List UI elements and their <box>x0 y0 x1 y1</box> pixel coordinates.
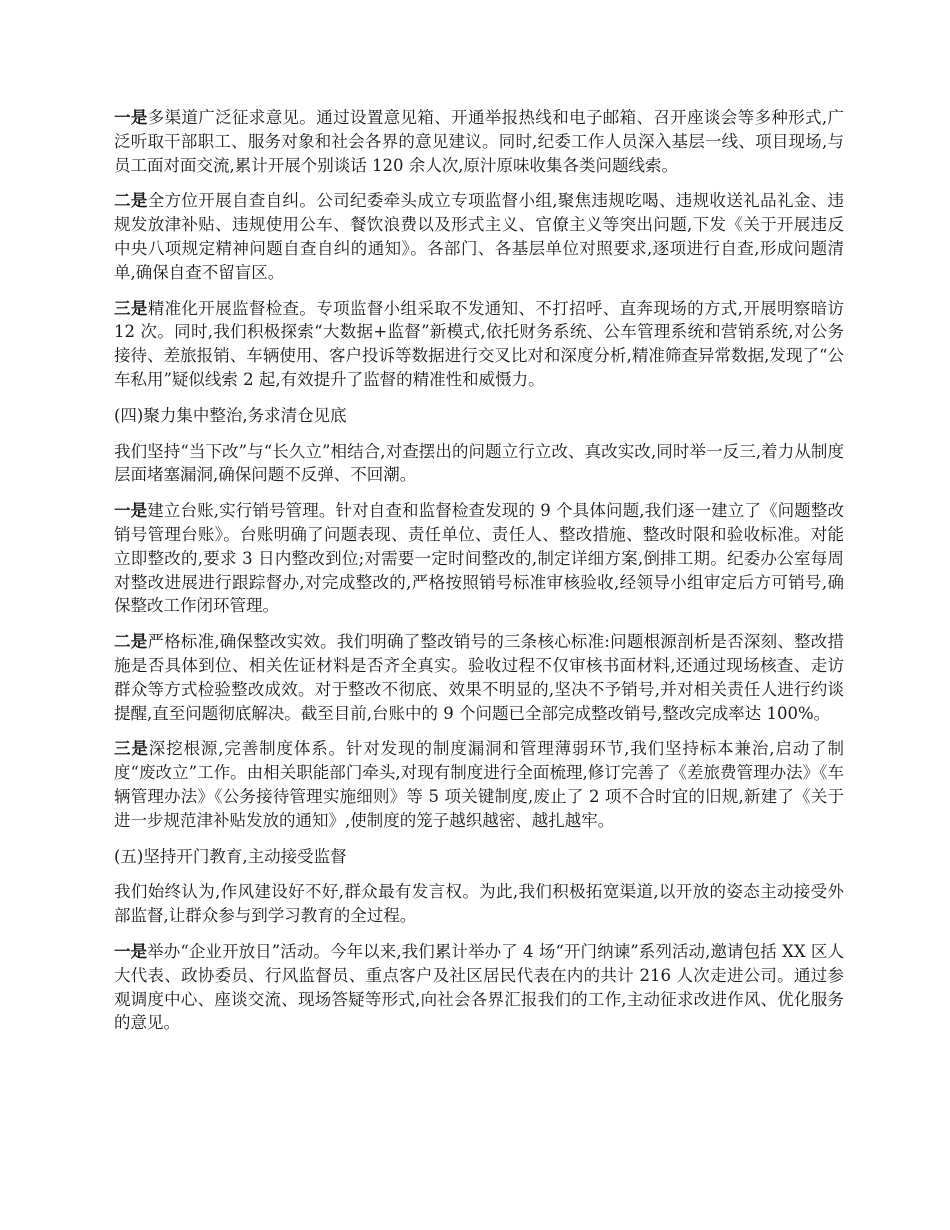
section-heading-4: (四)聚力集中整治,务求清仓见底 <box>114 405 347 425</box>
paragraph-text: 严格标准,确保整改实效。我们明确了整改销号的三条核心标准:问题根源剖析是否深刻、整改措施是否具体到位、相关佐证材料是否齐全真实。验收过程不仅审核书面材料,还通过现场核查、走访群众等方式检验整改成效。对于整改不彻底、效果不明显的,坚决不予销号,并对相关责任人进行约谈提醒,直至问题彻底解决。截至目前,台账中的 9 个问题已全部完成整改销号,整改完成率达 100%。 <box>114 632 845 723</box>
paragraph-lead: 一是 <box>114 108 148 127</box>
paragraph-lead: 一是 <box>114 501 148 521</box>
paragraph-2 <box>114 189 844 284</box>
paragraph-1 <box>114 106 844 177</box>
paragraph-5 <box>114 499 844 618</box>
paragraph-text: 举办“企业开放日”活动。今年以来,我们累计举办了 4 场“开门纳谏”系列活动,邀请包括 XX 区人大代表、政协委员、行风监督员、重点客户及社区居民代表在内的共计 216 人次走进公司。通过参观调度中心、座谈交流、现场答疑等形式,向社会各界汇报我们的工作,主动征求改进作风、优化服务的意见。 <box>114 941 845 1033</box>
paragraph-text: 全方位开展自查自纠。公司纪委牵头成立专项监督小组,聚焦违规吃喝、违规收送礼品礼金、违规发放津补贴、违规使用公车、餐饮浪费以及形式主义、官僚主义等突出问题,下发《关于开展违反中央八项规定精神问题自查自纠的通知》。各部门、各基层单位对照要求,逐项进行自查,形成问题清单,确保自查不留盲区。 <box>114 191 845 282</box>
paragraph-7 <box>114 737 844 832</box>
paragraph-3 <box>114 297 844 392</box>
document-body <box>114 106 844 1047</box>
paragraph-text: 多渠道广泛征求意见。通过设置意见箱、开通举报热线和电子邮箱、召开座谈会等多种形式,广泛听取干部职工、服务对象和社会各界的意见建议。同时,纪委工作人员深入基层一线、项目现场,与员工面对面交流,累计开展个别谈话 120 余人次,原汁原味收集各类问题线索。 <box>114 108 845 175</box>
paragraph-text: 深挖根源,完善制度体系。针对发现的制度漏洞和管理薄弱环节,我们坚持标本兼治,启动了制度“废改立”工作。由相关职能部门牵头,对现有制度进行全面梳理,修订完善了《差旅费管理办法》《车辆管理办法》《公务接待管理实施细则》等 5 项关键制度,废止了 2 项不合时宜的旧规,新建了《关于进一步规范津补贴发放的通知》,使制度的笼子越织越密、越扎越牢。 <box>114 739 844 830</box>
paragraph-8: 我们始终认为,作风建设好不好,群众最有发言权。为此,我们积极拓宽渠道,以开放的姿态主动接受外部监督,让群众参与到学习教育的全过程。 <box>114 882 844 926</box>
paragraph-lead: 一是 <box>114 941 148 961</box>
paragraph-6 <box>114 630 844 725</box>
paragraph-lead: 二是 <box>114 191 148 211</box>
paragraph-lead: 二是 <box>114 632 148 652</box>
paragraph-text: 建立台账,实行销号管理。针对自查和监督检查发现的 9 个具体问题,我们逐一建立了《问题整改销号管理台账》。台账明确了问题表现、责任单位、责任人、整改措施、整改时限和验收标准。对能立即整改的,要求 3 日内整改到位;对需要一定时间整改的,制定详细方案,倒排工期。纪委办公室每周对整改进展进行跟踪督办,对完成整改的,严格按照销号标准审核验收,经领导小组审定后方可销号,确保整改工作闭环管理。 <box>114 501 844 616</box>
section-heading-5: (五)坚持开门教育,主动接受监督 <box>114 846 347 866</box>
paragraph-text: 精准化开展监督检查。专项监督小组采取不发通知、不打招呼、直奔现场的方式,开展明察暗访 12 次。同时,我们积极探索“大数据+监督”新模式,依托财务系统、公车管理系统和营销系统,对公务接待、差旅报销、车辆使用、客户投诉等数据进行交叉比对和深度分析,精准筛查异常数据,发现了“公车私用”疑似线索 2 起,有效提升了监督的精准性和威慑力。 <box>114 298 845 389</box>
paragraph-4: 我们坚持“当下改”与“长久立”相结合,对查摆出的问题立行立改、真改实改,同时举一反三,着力从制度层面堵塞漏洞,确保问题不反弹、不回潮。 <box>114 441 844 485</box>
paragraph-lead: 三是 <box>114 739 149 759</box>
paragraph-9 <box>114 940 844 1035</box>
paragraph-lead: 三是 <box>114 298 148 318</box>
